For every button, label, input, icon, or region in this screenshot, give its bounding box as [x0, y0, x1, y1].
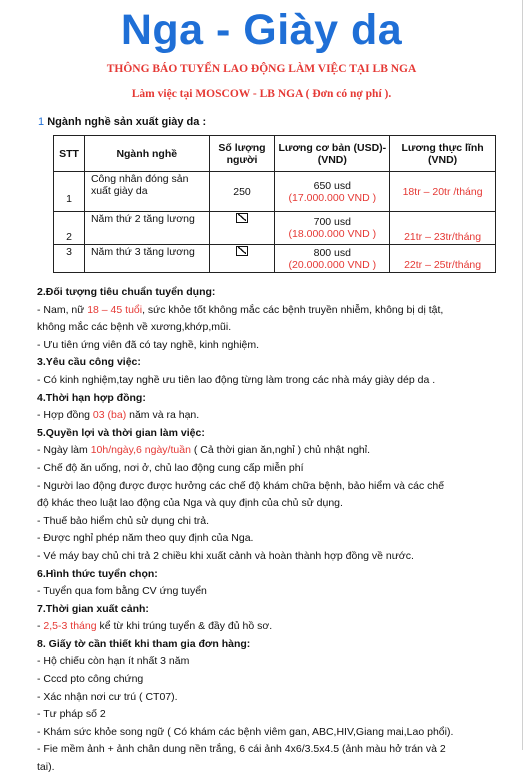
job-table [53, 135, 496, 273]
page-title: Nga - Giày da [120, 6, 403, 54]
cell-stt: 1 [54, 172, 85, 212]
contract-term: 03 (ba) [92, 409, 127, 422]
body-line: - Thuế bảo hiểm chủ sử dụng chi trả. [37, 514, 210, 527]
body-line: - Xác nhận nơi cư trú ( CT07). [37, 690, 178, 703]
cell-net-salary: 18tr – 20tr /tháng [390, 172, 496, 212]
text-span: - Hợp đồng [37, 409, 93, 422]
table-row [54, 212, 496, 245]
salary-vnd: (17.000.000 VND ) [288, 191, 377, 204]
section-4-title: 4.Thời hạn hợp đồng: [37, 391, 146, 404]
section-1-heading [38, 116, 206, 128]
departure-time: 2,5-3 tháng [43, 620, 97, 633]
cell-base-salary [275, 245, 390, 273]
cell-qty [209, 245, 275, 273]
table-row [54, 245, 496, 273]
body-line: - Được nghỉ phép năm theo quy định của Nga. [37, 532, 254, 545]
body-line: - Người lao động được được hưởng các chế độ khám chữa bệnh, bảo hiểm và các chế [37, 479, 445, 492]
section-3-title: 3.Yêu cầu công việc: [37, 356, 141, 369]
cell-qty [209, 212, 275, 245]
checkbox-icon [236, 246, 248, 256]
header-qty: Số lượng người [209, 136, 275, 172]
body-line: - Khám sức khỏe song ngữ ( Có khám các bệnh viêm gan, ABC,HIV,Giang mai,Lao phổi). [37, 725, 454, 738]
salary-usd: 650 usd [313, 179, 351, 192]
body-line: - Hộ chiếu còn hạn ít nhất 3 năm [37, 655, 190, 668]
header-net-salary: Lương thực lĩnh (VND) [390, 136, 496, 172]
body-line [37, 407, 502, 425]
salary-usd: 800 usd [313, 246, 351, 259]
work-location-heading: Làm việc tại MOSCOW - LB NGA ( Đơn có nợ phí ). [131, 88, 392, 100]
salary-vnd: (20.000.000 VND ) [288, 258, 377, 271]
section-1-title: Ngành nghề sản xuất giày da : [47, 116, 207, 128]
body-line: không mắc các bệnh về xương,khớp,mũi. [37, 321, 232, 334]
body-line: - Chế độ ăn uống, nơi ở, chủ lao động cung cấp miễn phí [37, 461, 304, 474]
cell-job: Công nhân đóng sản xuất giày da [84, 172, 209, 212]
body-line: tai). [37, 761, 55, 774]
age-range: 18 – 45 tuổi [87, 303, 143, 316]
body-line [37, 302, 502, 320]
salary-vnd: (18.000.000 VND ) [288, 228, 377, 240]
body-line: độ khác theo luật lao động của Nga và quy định của chủ sử dụng. [37, 497, 343, 510]
document-body [37, 284, 502, 777]
header-stt: STT [54, 136, 85, 172]
table-row [54, 172, 496, 212]
section-8-title: 8. Giấy tờ cần thiết khi tham gia đơn hàng: [37, 637, 251, 650]
section-7-title: 7.Thời gian xuất cảnh: [37, 602, 149, 615]
text-span: kể từ khi trúng tuyển & đầy đủ hồ sơ. [96, 620, 273, 633]
table-header-row [54, 136, 496, 172]
section-1-number: 1 [38, 116, 45, 128]
body-line: - Tư pháp số 2 [37, 708, 106, 721]
cell-base-salary [275, 212, 390, 245]
body-line: - Cccd pto công chứng [37, 673, 144, 686]
text-span: - Ngày làm [37, 444, 91, 457]
working-hours: 10h/ngày,6 ngày/tuần [90, 444, 191, 457]
cell-base-salary [275, 172, 390, 212]
header-job: Ngành nghề [84, 136, 209, 172]
salary-usd: 700 usd [313, 216, 351, 228]
body-line: - Vé máy bay chủ chi trả 2 chiều khi xuất cảnh và hoàn thành hợp đồng về nước. [37, 549, 414, 562]
section-2-title: 2.Đối tượng tiêu chuẩn tuyển dụng: [37, 286, 216, 298]
cell-qty: 250 [209, 172, 275, 212]
text-span: ( Cả thời gian ăn,nghỉ ) chủ nhật nghỉ. [190, 444, 371, 457]
announcement-heading: THÔNG BÁO TUYỂN LAO ĐỘNG LÀM VIỆC TẠI LB NGA [106, 63, 417, 75]
body-line: - Ưu tiên ứng viên đã có tay nghề, kinh nghiệm. [37, 338, 260, 351]
section-5-title: 5.Quyền lợi và thời gian làm việc: [37, 426, 205, 439]
cell-stt: 2 [54, 212, 85, 245]
cell-stt: 3 [54, 245, 85, 273]
cell-net-salary: 22tr – 25tr/tháng [390, 245, 496, 273]
cell-net-salary: 21tr – 23tr/tháng [390, 212, 496, 245]
header-base-salary: Lương cơ bản (USD)-(VND) [275, 136, 390, 172]
text-span: - [37, 620, 44, 633]
section-6-title: 6.Hình thức tuyển chọn: [37, 567, 158, 580]
checkbox-icon [236, 213, 248, 223]
body-line: - Tuyển qua fom bằng CV ứng tuyển [37, 585, 207, 598]
body-line [37, 442, 502, 460]
cell-job: Năm thứ 3 tăng lương [84, 245, 209, 273]
body-line: - Fie mềm ảnh + ảnh chân dung nền trắng, 6 cái ảnh 4x6/3.5x4.5 (ảnh màu hở trán và 2 [37, 743, 446, 756]
cell-job: Năm thứ 2 tăng lương [84, 212, 209, 245]
body-line [37, 618, 502, 636]
body-line: - Có kinh nghiệm,tay nghề ưu tiên lao động từng làm trong các nhà máy giày dép da . [37, 373, 436, 386]
text-span: năm và ra hạn. [126, 409, 200, 422]
text-span: , sức khỏe tốt không mắc các bệnh truyền nhiễm, không bị dị tật, [142, 303, 444, 316]
text-span: - Nam, nữ [37, 303, 88, 316]
